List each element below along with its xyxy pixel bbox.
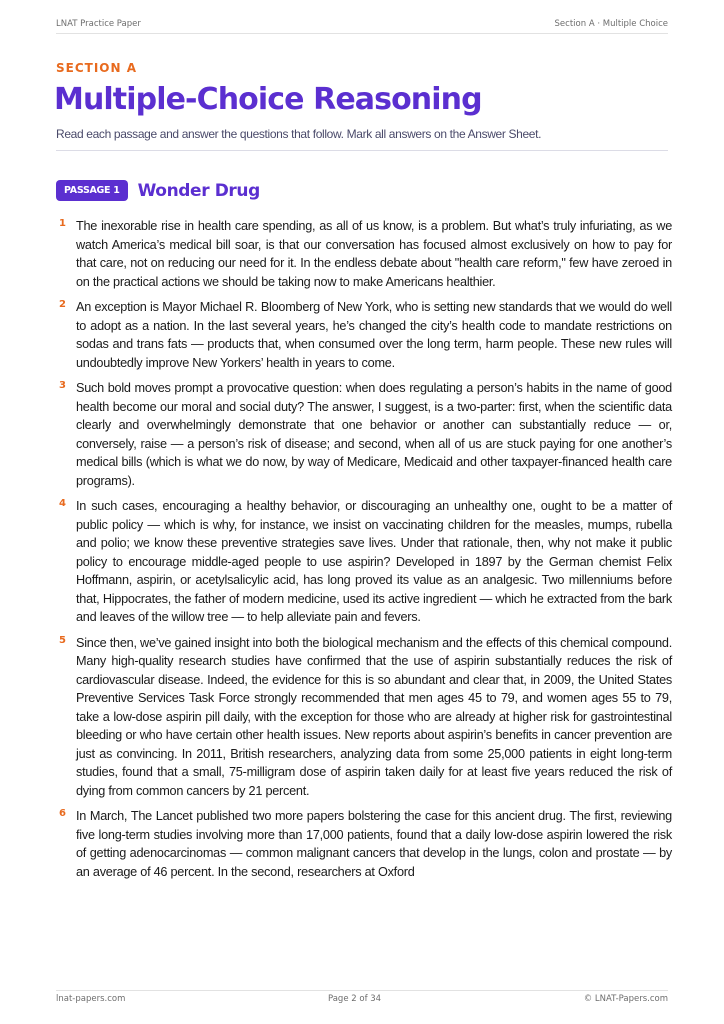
passage-body bbox=[56, 217, 672, 888]
paragraph-text: The inexorable rise in health care spending, as all of us know, is a problem. But what’s truly infuriating, as we watch America’s medical bill soar, is that our conversation has focused almost exclusively on how to pay for that care, not on reducing our need for it. In the endless debate about "health care reform," few have zeroed in on the practical actions we should be taking now to make Americans healthier. bbox=[76, 219, 672, 289]
paragraph-number: 3 bbox=[59, 380, 66, 391]
paragraph-1 bbox=[56, 217, 672, 291]
footer-copyright: © LNAT-Papers.com bbox=[583, 994, 668, 1004]
paragraph-6 bbox=[56, 807, 672, 881]
paragraph-text: In such cases, encouraging a healthy behavior, or discouraging an unhealthy one, ought to be a matter of public policy — which is why, for instance, we insist on vaccinating children for the measles, mumps, rubella and polio; we know these preventive strategies save lives. Under that rationale, then, why not make it public policy to encourage middle-aged people to use aspirin? Developed in 1897 by the German chemist Felix Hoffmann, aspirin, or acetylsalicylic acid, has long proved its value as an analgesic. Two millenniums before that, Hippocrates, the father of modern medicine, used its active ingredient — which he extracted from the bark and leaves of the willow tree — to help alleviate pain and fevers. bbox=[76, 499, 672, 624]
instructions-divider bbox=[56, 150, 668, 151]
paragraph-number: 2 bbox=[59, 299, 66, 310]
section-kicker: SECTION A bbox=[56, 61, 138, 75]
paragraph-text: Such bold moves prompt a provocative question: when does regulating a person’s habits in the name of good health become our moral and social duty? The answer, I suggest, is a two-parter: first, when the scientific data clearly and overwhelmingly demonstrate that one behavior or another can substantially reduce — or, conversely, raise — a person’s risk of disease; and second, when all of us are stuck paying for one another’s medical bills (which is what we do now, by way of Medicare, Medicaid and other taxpayer-financed health care programs). bbox=[76, 381, 672, 488]
passage-heading bbox=[56, 180, 260, 201]
paragraph-4 bbox=[56, 497, 672, 627]
paragraph-number: 4 bbox=[59, 498, 66, 509]
paragraph-text: In March, The Lancet published two more papers bolstering the case for this ancient drug. The first, reviewing five long-term studies involving more than 17,000 patients, found that a daily low-dose aspirin lowered the risk of getting adenocarcinomas — common malignant cancers that develop in the lungs, colon and prostate — by an average of 46 percent. In the second, researchers at Oxford bbox=[76, 809, 672, 879]
paragraph-text: Since then, we’ve gained insight into both the biological mechanism and the effects of this chemical compound. Many high-quality research studies have confirmed that the use of aspirin substantially reduces the risk of cardiovascular disease. Indeed, the evidence for this is so abundant and clear that, in 2009, the United States Preventive Services Task Force strongly recommended that men ages 45 to 79, and women ages 55 to 79, take a low-dose aspirin pill daily, with the exception for those who are already at higher risk for gastrointestinal bleeding or who have certain other health issues. New reports about aspirin’s benefits in cancer prevention are just as convincing. In 2011, British researchers, analyzing data from some 25,000 patients in eight long-term studies, found that a small, 75-milligram dose of aspirin taken daily for at least five years reduced the risk of dying from common cancers by 21 percent. bbox=[76, 635, 672, 798]
paragraph-2 bbox=[56, 298, 672, 372]
page-title: Multiple-Choice Reasoning bbox=[54, 82, 482, 117]
paragraph-number: 6 bbox=[59, 808, 66, 819]
running-footer bbox=[56, 994, 668, 1004]
header-section-label: Section A · Multiple Choice bbox=[554, 19, 668, 29]
paragraph-5 bbox=[56, 634, 672, 801]
footer-page-number: Page 2 of 34 bbox=[327, 994, 382, 1004]
paragraph-text: An exception is Mayor Michael R. Bloomberg of New York, who is setting new standards that we would do well to adopt as a nation. In the last several years, he’s changed the city’s health code to mandate restrictions on sodas and trans fats — products that, when consumed over the long term, harm people. These new rules will undoubtedly improve New Yorkers’ health in years to come. bbox=[76, 300, 672, 370]
running-header bbox=[56, 19, 668, 29]
passage-title: Wonder Drug bbox=[137, 180, 260, 201]
paragraph-number: 5 bbox=[59, 634, 66, 646]
footer-divider bbox=[56, 990, 668, 991]
header-document-title: LNAT Practice Paper bbox=[56, 19, 141, 29]
paragraph-3 bbox=[56, 379, 672, 490]
paragraph-number: 1 bbox=[59, 218, 66, 229]
footer-site: lnat-papers.com bbox=[56, 994, 126, 1004]
header-divider bbox=[56, 33, 668, 34]
passage-badge: PASSAGE 1 bbox=[56, 180, 128, 201]
section-instructions: Read each passage and answer the questions that follow. Mark all answers on the Answer Sheet. bbox=[56, 127, 542, 141]
